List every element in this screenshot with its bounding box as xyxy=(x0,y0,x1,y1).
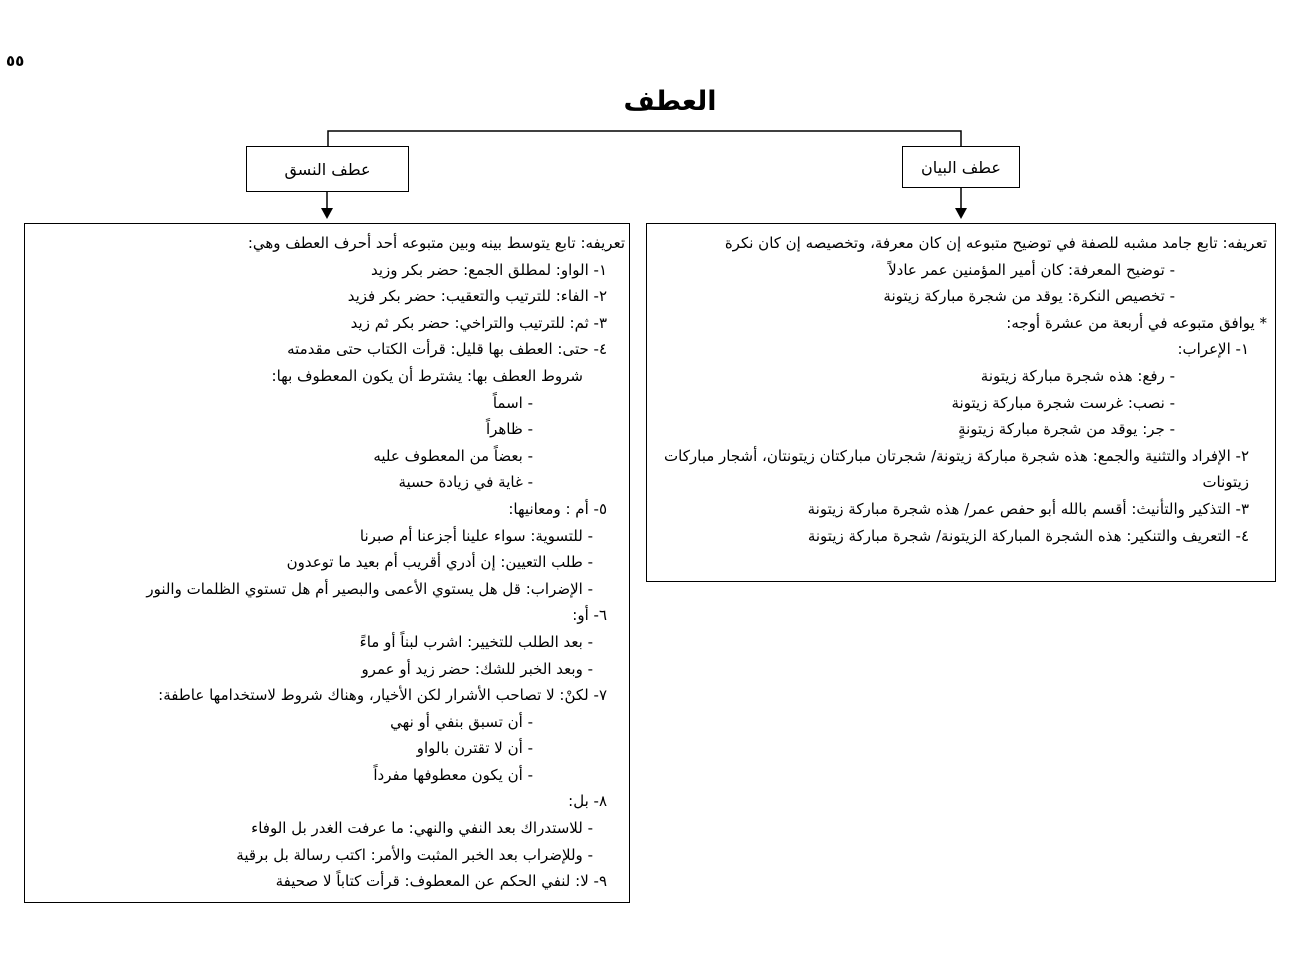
nasaq-line: ١- الواو: لمطلق الجمع: حضر بكر وزيد xyxy=(370,260,607,279)
bayan-label-box xyxy=(902,146,1020,188)
bayan-line: ٣- التذكير والتأنيث: أقسم بالله أبو حفص عمر/ هذه شجرة مباركة زيتونة xyxy=(807,499,1249,518)
bayan-line: - توضيح المعرفة: كان أمير المؤمنين عمر عادلاً xyxy=(888,260,1175,279)
nasaq-line: - وللإضراب بعد الخبر المثبت والأمر: اكتب رسالة بل برقية xyxy=(236,845,593,864)
nasaq-line: - أن تسبق بنفي أو نهي xyxy=(390,712,533,731)
nasaq-line: ٩- لا: لنفي الحكم عن المعطوف: قرأت كتاباً لا صحيفة xyxy=(275,872,607,891)
nasaq-definition: تعريفه: تابع يتوسط بينه وبين متبوعه أحد أحرف العطف وهي: xyxy=(247,234,625,252)
nasaq-content-box xyxy=(24,223,630,903)
bayan-line: * يوافق متبوعه في أربعة من عشرة أوجه: xyxy=(1006,313,1267,332)
nasaq-label: عطف النسق xyxy=(284,159,371,179)
bayan-line: - تخصيص النكرة: يوقد من شجرة مباركة زيتونة xyxy=(883,287,1175,306)
nasaq-line: شروط العطف بها: يشترط أن يكون المعطوف بها: xyxy=(271,366,583,385)
nasaq-line: ٢- الفاء: للترتيب والتعقيب: حضر بكر فزيد xyxy=(347,287,607,306)
nasaq-line: - أن لا تقترن بالواو xyxy=(416,739,533,758)
nasaq-line: - للتسوية: سواء علينا أجزعنا أم صبرنا xyxy=(359,526,593,545)
nasaq-line: - بعد الطلب للتخيير: اشرب لبناً أو ماءً xyxy=(359,632,593,651)
nasaq-line: - أن يكون معطوفها مفرداً xyxy=(373,765,533,784)
bayan-line: - جر: يوقد من شجرة مباركة زيتونةٍ xyxy=(958,420,1175,439)
nasaq-line: ٥- أم : ومعانيها: xyxy=(508,499,607,518)
nasaq-line: - ظاهراً xyxy=(485,420,533,439)
bayan-line: - رفع: هذه شجرة مباركة زيتونة xyxy=(980,366,1175,385)
nasaq-line: - غاية في زيادة حسية xyxy=(398,473,533,492)
page-title: العطف xyxy=(623,86,717,117)
nasaq-line: ٧- لكنْ: لا تصاحب الأشرار لكن الأخيار، وهناك شروط لاستخدامها عاطفة: xyxy=(158,686,607,705)
bayan-line: ٤- التعريف والتنكير: هذه الشجرة المباركة الزيتونة/ شجرة مباركة زيتونة xyxy=(807,526,1249,545)
bayan-label: عطف البيان xyxy=(921,157,1001,177)
nasaq-line: ٦- أو: xyxy=(572,606,607,625)
nasaq-line: - بعضاً من المعطوف عليه xyxy=(373,446,533,465)
page-number: ٥٥ xyxy=(6,52,25,70)
bayan-content-box xyxy=(646,223,1276,582)
nasaq-line: - للاستدراك بعد النفي والنهي: ما عرفت الغدر بل الوفاء xyxy=(251,819,593,838)
nasaq-line: - وبعد الخبر للشك: حضر زيد أو عمرو xyxy=(361,659,593,678)
nasaq-line: - طلب التعيين: إن أدري أقريب أم بعيد ما توعدون xyxy=(286,553,593,572)
nasaq-line: - الإضراب: قل هل يستوي الأعمى والبصير أم هل تستوي الظلمات والنور xyxy=(146,579,593,598)
bayan-line: ١- الإعراب: xyxy=(1177,340,1249,359)
bayan-line: ٢- الإفراد والتثنية والجمع: هذه شجرة مباركة زيتونة/ شجرتان مباركتان زيتونتان، أشجار مباركات زيتونات xyxy=(664,446,1249,492)
nasaq-arrow-head xyxy=(321,208,333,219)
bayan-line: - نصب: غرست شجرة مباركة زيتونة xyxy=(951,393,1175,412)
branch-connector xyxy=(328,131,961,146)
nasaq-line: - اسماً xyxy=(492,393,533,412)
nasaq-line: ٨- بل: xyxy=(568,792,607,811)
bayan-arrow-head xyxy=(955,208,967,219)
nasaq-line: ٣- ثم: للترتيب والتراخي: حضر بكر ثم زيد xyxy=(350,313,607,332)
bayan-definition: تعريفه: تابع جامد مشبه للصفة في توضيح متبوعه إن كان معرفة، وتخصيصه إن كان نكرة xyxy=(724,234,1267,252)
nasaq-label-box xyxy=(246,146,409,192)
nasaq-line: ٤- حتى: العطف بها قليل: قرأت الكتاب حتى مقدمته xyxy=(287,340,607,359)
